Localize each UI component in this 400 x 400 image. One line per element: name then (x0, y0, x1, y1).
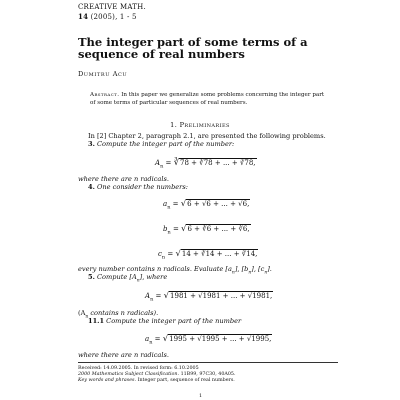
equation-A-n-1981: $A_n = √1981 + √1981$ + ... + √1981, (145, 291, 273, 303)
evaluate-line: every number contains n radicals. Evaluate $[a_n]$, $[b_n]$, $[c_n]$. (78, 265, 272, 276)
problem-11-1-text: Compute the integer part of the number (106, 317, 242, 325)
volume-info (78, 12, 146, 22)
problem-3 (88, 140, 234, 148)
where-radicals-1: where there are n radicals. (78, 175, 169, 183)
footnotes (78, 362, 338, 384)
author-name: Dumitru Acu (78, 70, 128, 78)
radicand: 78 + ∛78 + ... + ∛78, (180, 159, 256, 167)
problem-5-text: Compute $[A_n]$, where (97, 273, 168, 284)
equation-a-n: $a_n = √6 + √6$ + ... + √6, (163, 199, 250, 211)
volume-number: 14 (78, 12, 89, 21)
radicand: 6 + √6 + ... + √6, (187, 200, 250, 208)
journal-name: CREATIVE MATH. (78, 3, 146, 11)
problem-4-number: 4. (88, 183, 95, 191)
equation-c-n: $c_n = √14$ + ∛14 + ... + ∛14, (158, 249, 258, 261)
abstract-label: Abstract. (90, 92, 120, 98)
where-radicals-2: where there are n radicals. (78, 351, 169, 359)
problem-4-text: One consider the numbers: (97, 183, 188, 191)
radicand: 14 + ∛14 + ... + ∛14, (181, 250, 258, 258)
problem-11-1 (88, 317, 241, 325)
intro-paragraph: In [2] Chapter 2, paragraph 2.1, are presented the following problems. (88, 132, 326, 140)
problem-3-text: Compute the integer part of the number: (97, 140, 235, 148)
problem-5-number: 5. (88, 273, 95, 281)
section-heading: 1. Preliminaries (170, 121, 230, 129)
problem-4 (88, 183, 188, 191)
paper-title: The integer part of some terms of a sequence of real numbers (78, 35, 308, 61)
page-number: 1 (199, 393, 203, 399)
received-date: Received: 14.09.2005. In revised form: 6.10.2005 (78, 366, 199, 371)
contains-radicals: ($A_n$ contains n radicals). (78, 309, 159, 320)
equation-b-n: $b_n = √6$ + ∛6 + ... + ∛6, (163, 224, 250, 236)
equation-A-n-78: $A_n$ = ∛78 + ∛78 + ... + ∛78, (155, 158, 256, 170)
equation-a-n-1995: $a_n = √1995 + √1995$ + ... + √1995, (145, 334, 272, 346)
keywords: Key words and phrases. Integer part, sequence of real numbers. (78, 378, 235, 383)
problem-11-1-number: 11.1 (88, 317, 105, 325)
problem-3-number: 3. (88, 140, 95, 148)
problem-5 (88, 273, 167, 285)
radicand: 1995 + √1995 + ... + √1995, (169, 335, 272, 343)
abstract-text: In this paper we generalize some problems concerning the integer part of some terms of particular sequences of real numbers. (90, 92, 325, 106)
radicand: 6 + ∛6 + ... + ∛6, (187, 225, 250, 233)
radicand: 1981 + √1981 + ... + √1981, (170, 292, 273, 300)
abstract (90, 92, 326, 107)
msc-classification: 2000 Mathematics Subject Classification. 11B99, 97C30, 40A05. (78, 372, 236, 377)
year-pages: (2005), 1 - 5 (90, 13, 137, 21)
journal-header (78, 3, 146, 22)
